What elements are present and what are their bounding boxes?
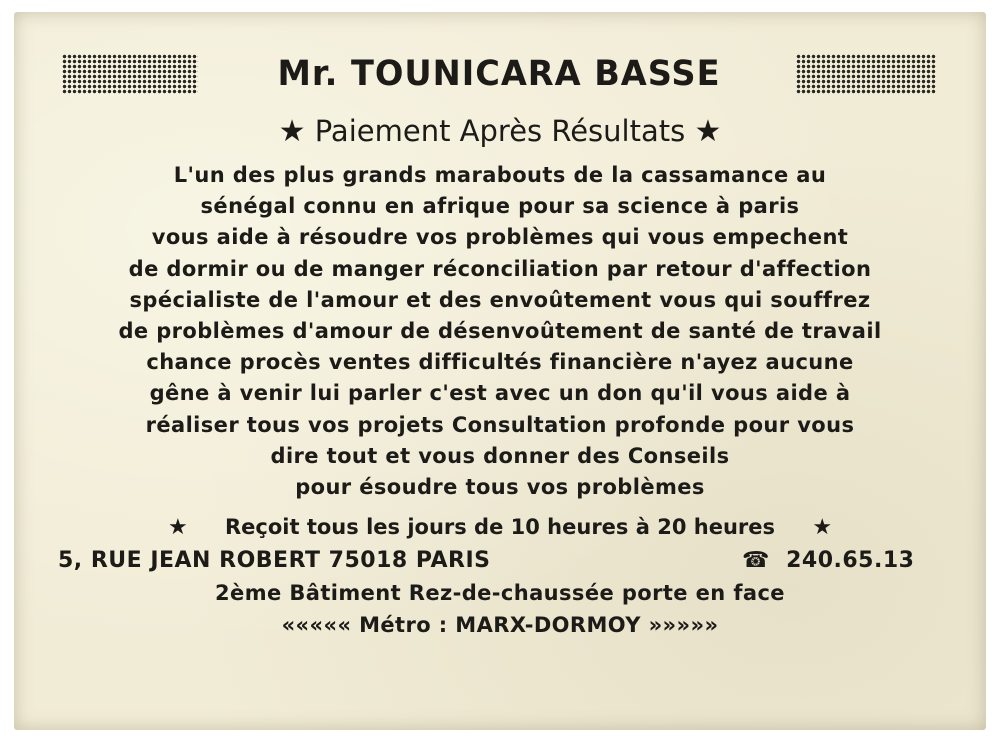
- opening-hours: [14, 512, 986, 543]
- marabout-name: Mr. TOUNICARA BASSE: [277, 54, 721, 94]
- telephone-icon: ☎: [742, 548, 770, 573]
- description-line: L'un des plus grands marabouts de la cassamance au: [173, 163, 827, 187]
- business-card: [14, 12, 986, 730]
- description-line: chance procès ventes difficultés financière n'ayez aucune: [146, 350, 854, 375]
- description-text: [44, 160, 956, 503]
- description-line: de problèmes d'amour de désenvoûtement de santé de travail: [118, 319, 882, 344]
- description-line: spécialiste de l'amour et des envoûtement vous qui souffrez: [129, 287, 871, 312]
- halftone-pattern-right: [796, 54, 936, 94]
- phone-number-text: 240.65.13: [786, 548, 915, 573]
- card-header: [14, 52, 986, 102]
- description-line: gêne à venir lui parler c'est avec un don qu'il vous aide à: [149, 381, 851, 406]
- slogan: [14, 112, 986, 151]
- description-line: pour ésoudre tous vos problèmes: [295, 475, 705, 500]
- opening-hours-text: Reçoit tous les jours de 10 heures à 20 heures: [225, 515, 775, 539]
- star-icon: ★: [694, 114, 722, 149]
- description-line: réaliser tous vos projets Consultation profonde pour vous: [145, 412, 855, 437]
- description-line: sénégal connu en afrique pour sa science à paris: [200, 194, 800, 219]
- halftone-pattern-left: [62, 54, 198, 94]
- slogan-text: Paiement Après Résultats: [314, 114, 686, 148]
- star-icon: ★: [278, 114, 306, 149]
- metro-station: ««««« Métro : MARX-DORMOY »»»»»: [281, 613, 719, 637]
- description-line: de dormir ou de manger réconciliation par retour d'affection: [128, 256, 872, 281]
- description-line: dire tout et vous donner des Conseils: [270, 443, 730, 468]
- star-icon: ★: [812, 515, 833, 540]
- street-address: 5, RUE JEAN ROBERT 75018 PARIS: [58, 548, 491, 573]
- description-line: vous aide à résoudre vos problèmes qui vous empechent: [151, 225, 849, 250]
- phone-number: [742, 546, 914, 576]
- star-icon: ★: [167, 515, 188, 540]
- building-directions: 2ème Bâtiment Rez-de-chaussée porte en face: [215, 581, 785, 605]
